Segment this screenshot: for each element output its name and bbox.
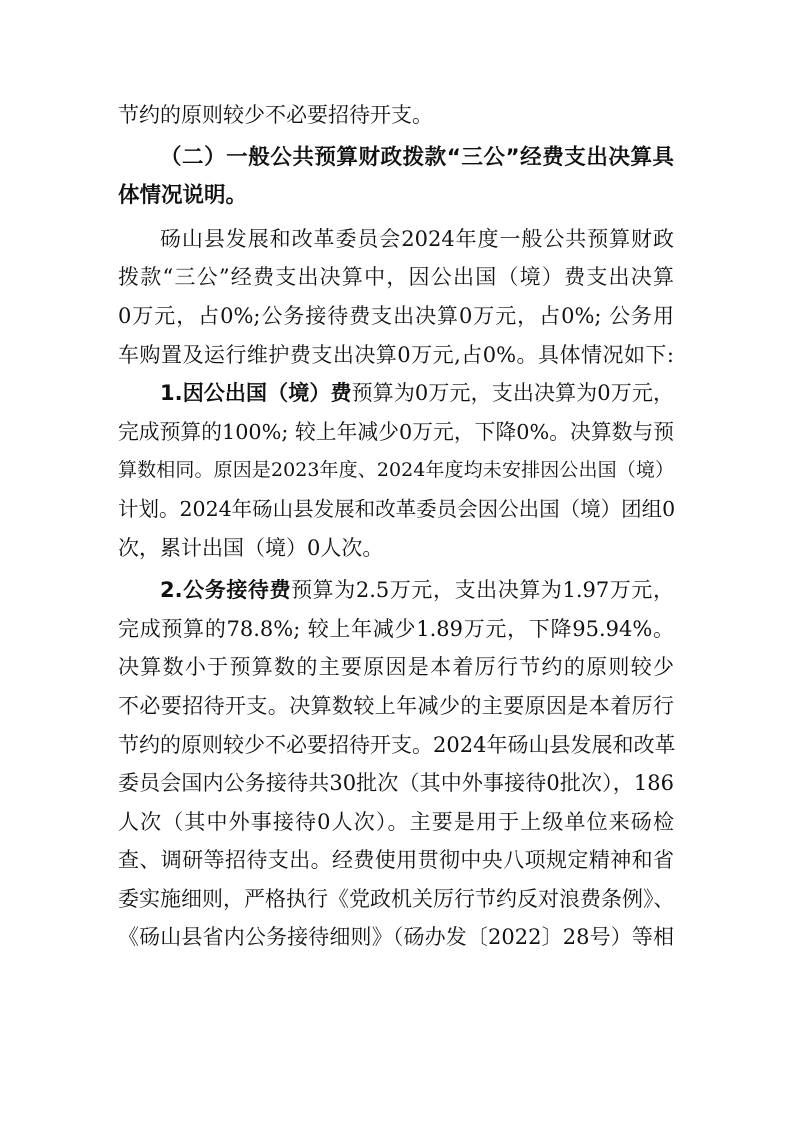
paragraph-line <box>118 803 674 842</box>
paragraph-line <box>118 374 674 413</box>
paragraph-line <box>118 648 674 687</box>
text-span: 算数相同。原因是2023年度、2024年度均未安排因公出国（境） <box>118 459 674 482</box>
text-span: 节约的原则较少不必要招待开支。2024年砀山县发展和改革 <box>118 732 676 757</box>
text-span: （二）一般公共预算财政拨款“三公”经费支出决算具 <box>160 144 674 170</box>
paragraph-line <box>118 451 674 490</box>
paragraph-line <box>118 336 674 375</box>
paragraph-line <box>118 687 674 726</box>
paragraph-line <box>118 490 674 529</box>
text-span: 砀山县发展和改革委员会2024年度一般公共预算财政 <box>160 226 674 251</box>
section-heading-continued <box>118 177 674 216</box>
text-span: 节约的原则较少不必要招待开支。 <box>118 103 433 127</box>
item-lead: 1.因公出国（境）费 <box>160 381 352 406</box>
text-span: 体情况说明。 <box>118 183 248 209</box>
text-span: 预算为2.5万元，支出决算为1.97万元， <box>291 578 674 603</box>
text-span: 决算数小于预算数的主要原因是本着厉行节约的原则较少 <box>118 655 674 680</box>
section-heading <box>118 139 674 178</box>
text-span: 人次（其中外事接待0人次）。主要是用于上级单位来砀检 <box>118 809 674 834</box>
paragraph-line <box>118 529 674 568</box>
paragraph-line <box>118 258 674 297</box>
text-span: 《砀山县省内公务接待细则》（砀办发〔2022〕28号）等相 <box>118 925 674 950</box>
text-span: 拨款“三公”经费支出决算中，因公出国（境）费支出决算 <box>118 265 674 290</box>
paragraph-line <box>118 297 674 336</box>
text-span: 预算为0万元，支出决算为0万元， <box>351 381 674 406</box>
text-span: 次，累计出国（境）0人次。 <box>118 535 384 560</box>
paragraph-line <box>118 918 674 957</box>
paragraph-line <box>118 841 674 880</box>
item-lead: 2.公务接待费 <box>160 578 292 603</box>
text-span: 不必要招待开支。决算数较上年减少的主要原因是本着厉行 <box>118 693 674 718</box>
paragraph-line <box>118 96 674 135</box>
paragraph-line <box>118 726 674 765</box>
text-span: 计划。2024年砀山县发展和改革委员会因公出国（境）团组0 <box>118 496 676 521</box>
text-span: 完成预算的78.8%; 较上年减少1.89万元，下降95.94%。 <box>118 616 674 641</box>
paragraph-line <box>118 880 674 919</box>
paragraph-line <box>118 571 674 610</box>
paragraph-line <box>118 413 674 452</box>
text-span: 委员会国内公务接待共30批次（其中外事接待0批次），186 <box>118 771 674 796</box>
paragraph-line <box>118 610 674 649</box>
text-span: 委实施细则，严格执行《党政机关厉行节约反对浪费条例》、 <box>118 886 675 911</box>
text-span: 查、调研等招待支出。经费使用贯彻中央八项规定精神和省 <box>118 848 674 873</box>
paragraph-line <box>118 764 674 803</box>
text-span: 0万元，占0%;公务接待费支出决算0万元，占0%; 公务用 <box>118 303 674 328</box>
paragraph-line <box>118 220 674 259</box>
document-page <box>118 96 674 957</box>
text-span: 车购置及运行维护费支出决算0万元,占0%。具体情况如下: <box>118 342 674 367</box>
text-span: 完成预算的100%; 较上年减少0万元，下降0%。决算数与预 <box>118 419 674 444</box>
